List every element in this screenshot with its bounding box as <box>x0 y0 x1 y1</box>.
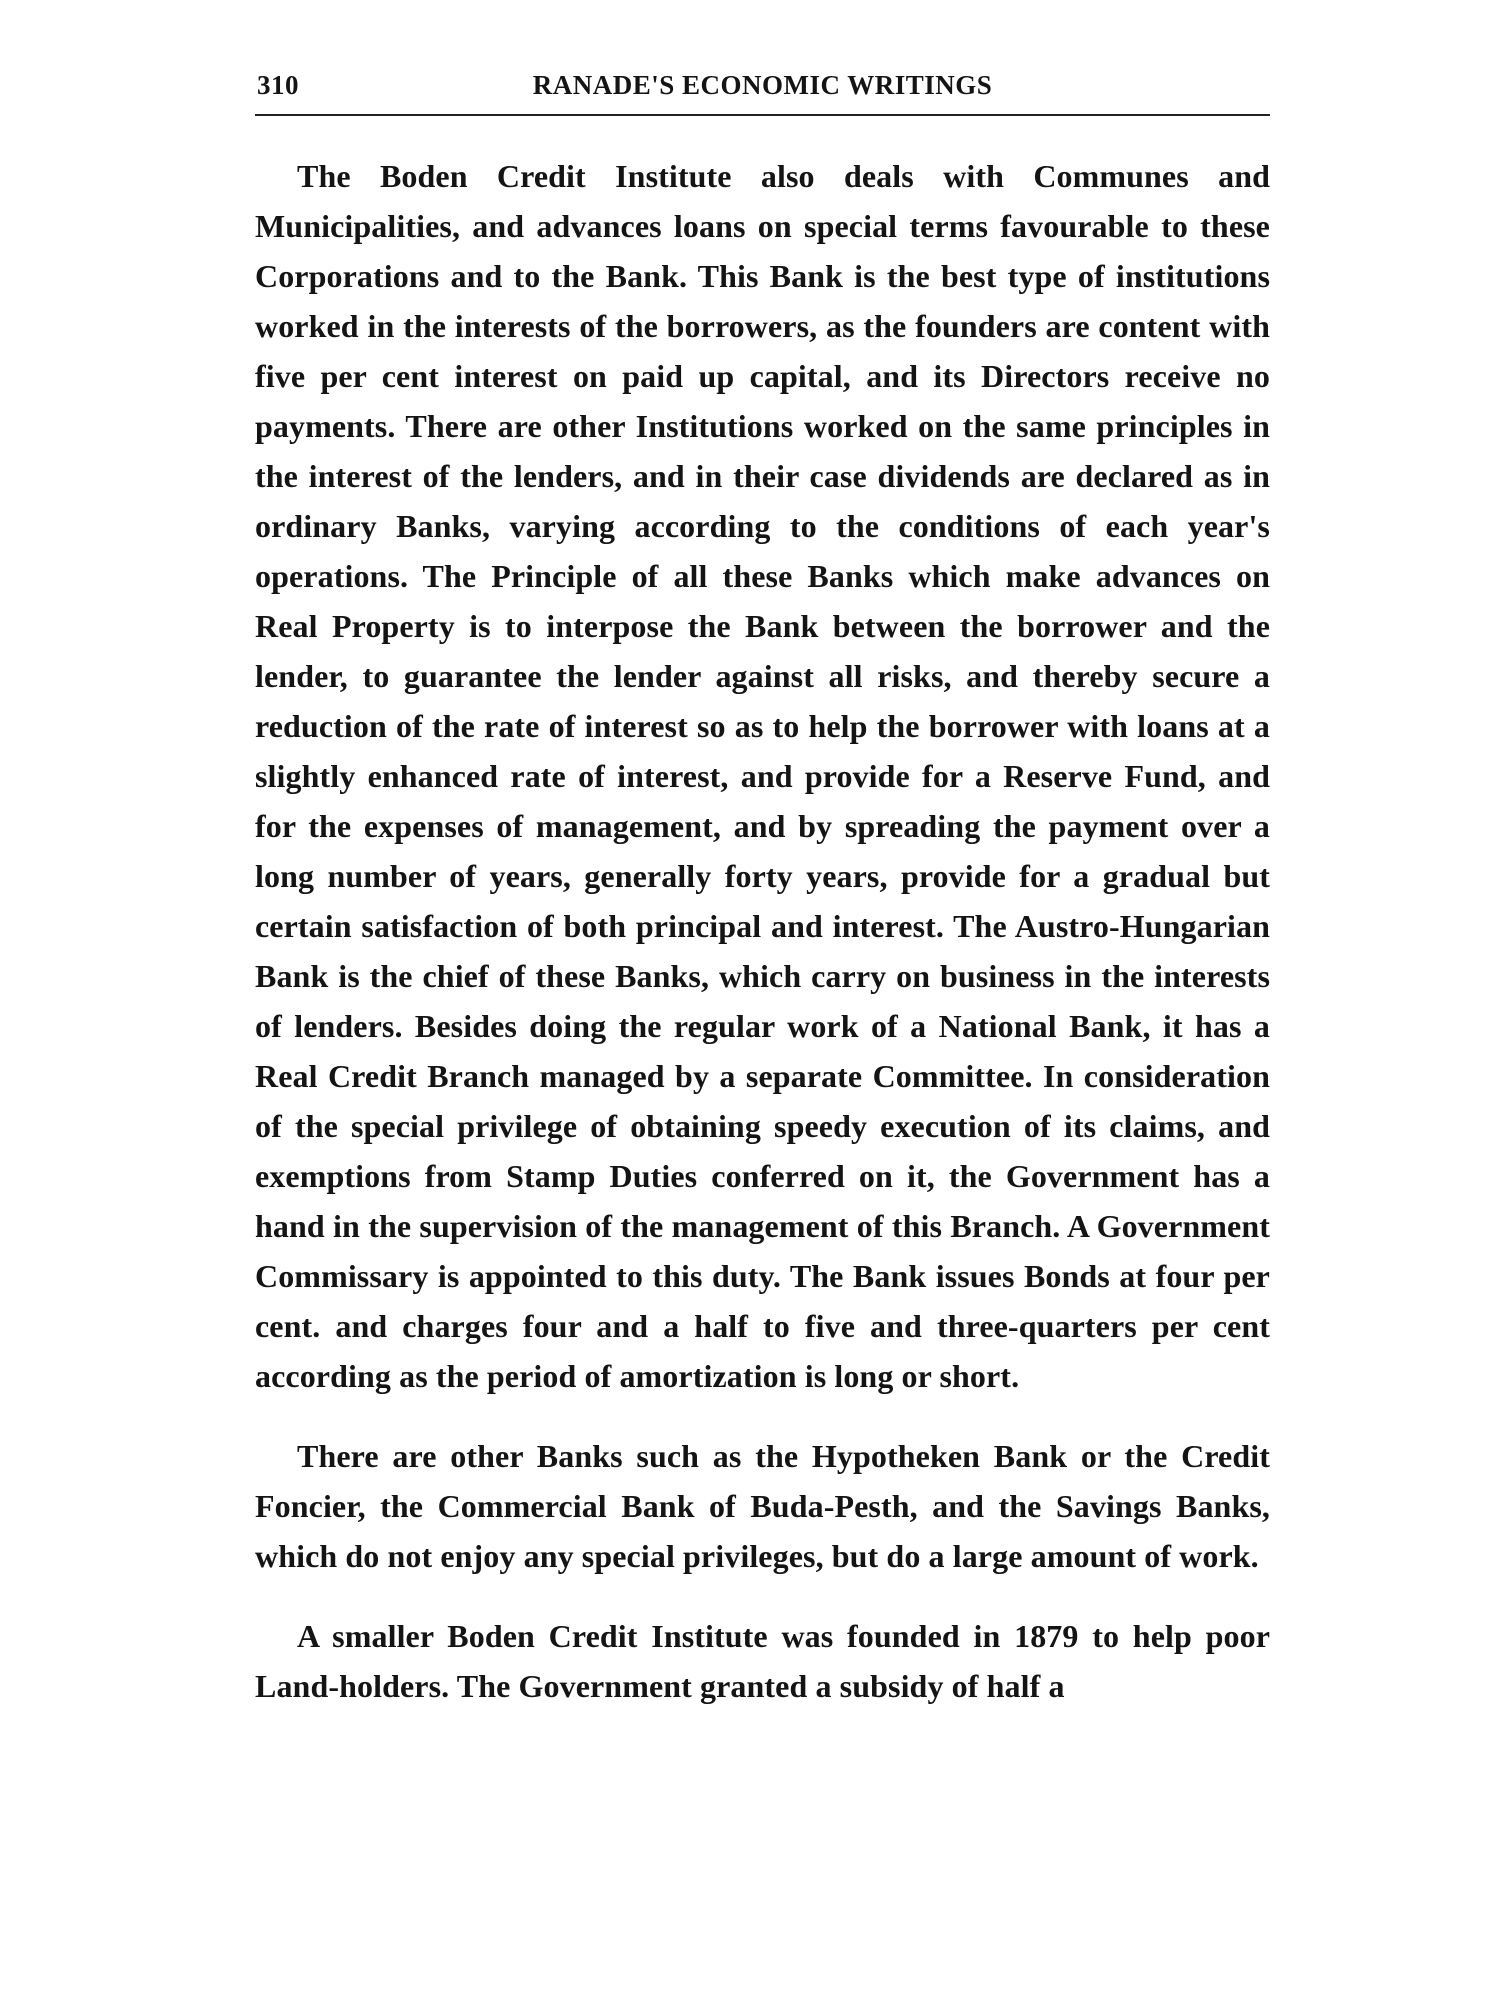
header-rule <box>255 114 1270 116</box>
page-number: 310 <box>257 70 299 100</box>
body-text <box>255 151 1270 1711</box>
paragraph-other-banks: There are other Banks such as the Hypotheken Bank or the Credit Foncier, the Commercial Bank of Buda-Pesth, and the Savings Banks, which do not enjoy any special privileges, but do a large amount of work. <box>255 1438 1270 1574</box>
paragraph-boden-credit-institute: The Boden Credit Institute also deals with Communes and Municipalities, and advances loans on special terms favourable to these Corporations and to the Bank. This Bank is the best type of institutions worked in the interests of the borrowers, as the founders are content with five per cent interest on paid up capital, and its Directors receive no payments. There are other Institutions worked on the same principles in the interest of the lenders, and in their case dividends are declared as in ordinary Banks, varying according to the conditions of each year's operations. The Principle of all these Banks which make advances on Real Property is to interpose the Bank between the borrower and the lender, to guarantee the lender against all risks, and thereby secure a reduction of the rate of interest so as to help the borrower with loans at a slightly enhanced rate of interest, and provide for a Reserve Fund, and for the expenses of management, and by spreading the payment over a long number of years, generally forty years, provide for a gradual but certain satisfaction of both principal and interest. The Austro-Hungarian Bank is the chief of these Banks, which carry on business in the interests of lenders. Besides doing the regular work of a National Bank, it has a Real Credit Branch managed by a separate Committee. In consideration of the special privilege of obtaining speedy execution of its claims, and exemptions from Stamp Duties conferred on it, the Government has a hand in the supervision of the management of this Branch. A Government Commissary is appointed to this duty. The Bank issues Bonds at four per cent. and charges four and a half to five and three-quarters per cent according as the period of amortization is long or short. <box>255 158 1270 1394</box>
running-head <box>255 66 1270 112</box>
paragraph-smaller-institute: A smaller Boden Credit Institute was founded in 1879 to help poor Land-holders. The Government granted a subsidy of half a <box>255 1618 1270 1704</box>
running-title: RANADE'S ECONOMIC WRITINGS <box>532 70 993 100</box>
